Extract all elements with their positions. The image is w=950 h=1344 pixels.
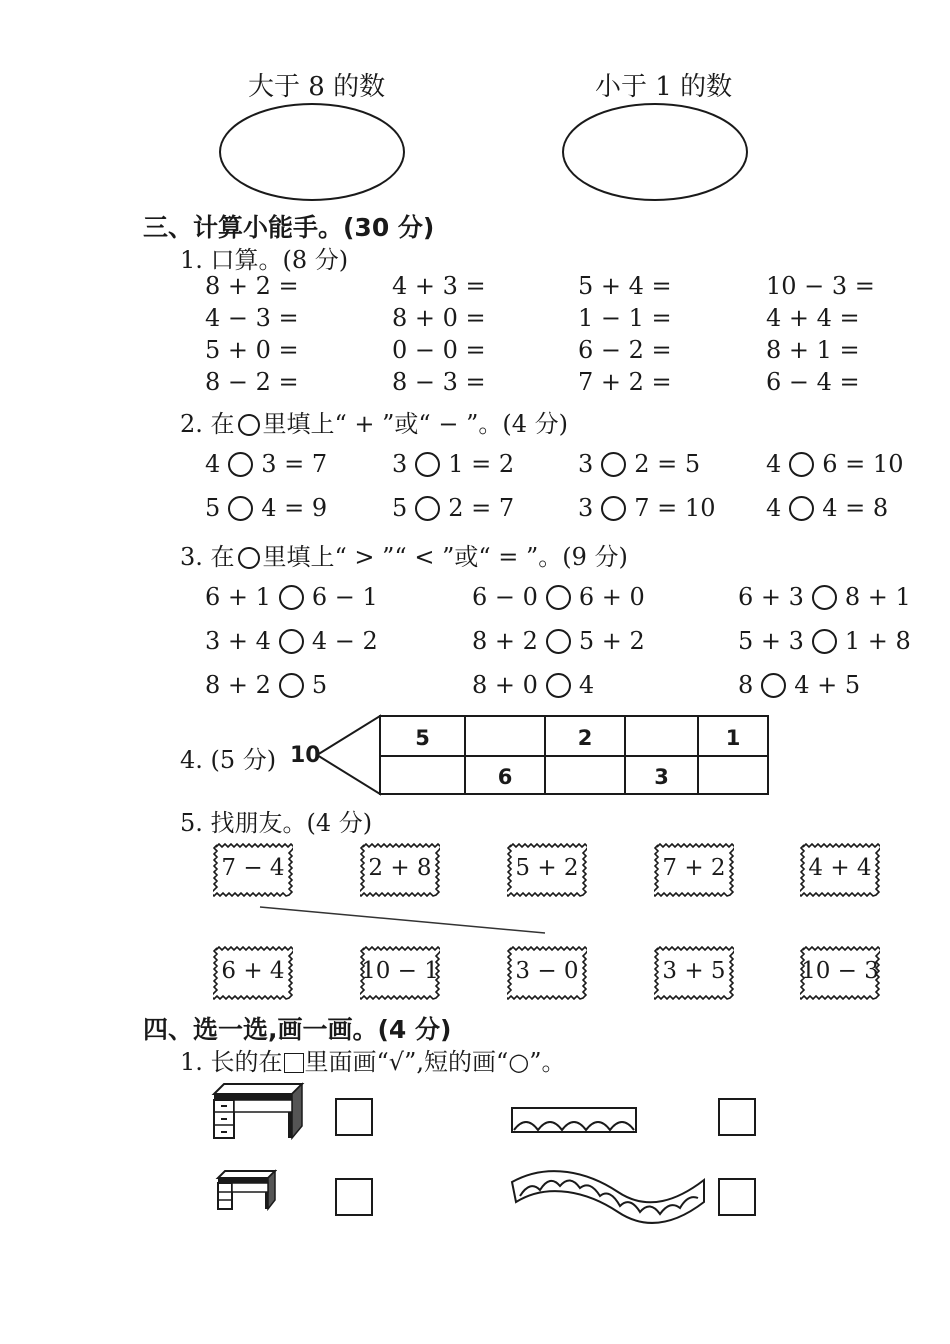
compare-item: 8 + 2 5 + 2 — [472, 627, 645, 655]
answer-circle[interactable] — [789, 452, 814, 477]
answer-circle[interactable] — [761, 673, 786, 698]
calc-item[interactable]: 8 + 1 = — [766, 336, 860, 364]
calc-item[interactable]: 5 + 4 = — [578, 272, 672, 300]
s4-q1-title: 1. 长的在 里面画“√”,短的画“○”。 — [180, 1048, 566, 1076]
operator-item: 3 7 = 10 — [578, 494, 716, 522]
set-label-less: 小于 1 的数 — [595, 72, 733, 102]
operator-item: 4 4 = 8 — [766, 494, 889, 522]
friend-card[interactable]: 3 + 5 — [654, 946, 734, 1000]
answer-box-strip-curved[interactable] — [718, 1178, 756, 1216]
operator-item: 5 2 = 7 — [392, 494, 515, 522]
answer-circle[interactable] — [546, 585, 571, 610]
calc-item[interactable]: 5 + 0 = — [205, 336, 299, 364]
calc-item[interactable]: 4 − 3 = — [205, 304, 299, 332]
q4-tip-number: 10 — [290, 743, 321, 768]
calc-item[interactable]: 8 + 2 = — [205, 272, 299, 300]
match-line — [255, 900, 555, 940]
q1-title: 1. 口算。(8 分) — [180, 246, 349, 274]
compare-item: 6 + 3 8 + 1 — [738, 583, 911, 611]
compare-item: 6 + 1 6 − 1 — [205, 583, 378, 611]
friend-card[interactable]: 5 + 2 — [507, 843, 587, 897]
calc-item[interactable]: 6 − 4 = — [766, 368, 860, 396]
strip-straight-icon — [510, 1106, 640, 1136]
answer-circle[interactable] — [279, 585, 304, 610]
answer-circle[interactable] — [415, 452, 440, 477]
set-label-greater: 大于 8 的数 — [248, 72, 386, 102]
calc-item[interactable]: 7 + 2 = — [578, 368, 672, 396]
calc-item[interactable]: 0 − 0 = — [392, 336, 486, 364]
section3-title: 三、计算小能手。(30 分) — [143, 213, 435, 242]
answer-circle[interactable] — [812, 585, 837, 610]
pencil-cell: 1 — [725, 726, 741, 750]
answer-circle[interactable] — [546, 629, 571, 654]
circle-icon — [238, 414, 260, 436]
pencil-cell: 3 — [654, 765, 669, 789]
calc-item[interactable]: 8 − 2 = — [205, 368, 299, 396]
friend-card[interactable]: 2 + 8 — [360, 843, 440, 897]
section4-title: 四、选一选,画一画。(4 分) — [143, 1015, 452, 1044]
desk-short-icon — [215, 1168, 277, 1212]
compare-item: 8 + 2 5 — [205, 671, 328, 699]
set-ellipse-less[interactable] — [558, 100, 753, 204]
calc-item[interactable]: 10 − 3 = — [766, 272, 875, 300]
desk-long-icon — [210, 1080, 305, 1142]
operator-item: 3 2 = 5 — [578, 450, 701, 478]
q2-title: 2. 在 里填上“ + ”或“ − ”。(4 分) — [180, 410, 568, 438]
answer-circle[interactable] — [601, 452, 626, 477]
pencil-cell: 6 — [497, 765, 513, 789]
friend-card[interactable]: 7 − 4 — [213, 843, 293, 897]
calc-item[interactable]: 8 − 3 = — [392, 368, 486, 396]
answer-circle[interactable] — [812, 629, 837, 654]
compare-item: 8 + 0 4 — [472, 671, 595, 699]
operator-item: 4 3 = 7 — [205, 450, 328, 478]
answer-circle[interactable] — [789, 496, 814, 521]
calc-item[interactable]: 4 + 3 = — [392, 272, 486, 300]
answer-circle[interactable] — [279, 629, 304, 654]
operator-item: 5 4 = 9 — [205, 494, 328, 522]
square-icon — [284, 1053, 304, 1073]
calc-item[interactable]: 1 − 1 = — [578, 304, 672, 332]
answer-circle[interactable] — [228, 452, 253, 477]
strip-curved-icon — [508, 1160, 708, 1224]
friend-card[interactable]: 10 − 3 — [800, 946, 880, 1000]
operator-item: 4 6 = 10 — [766, 450, 904, 478]
q5-title: 5. 找朋友。(4 分) — [180, 809, 373, 837]
pencil-cell: 2 — [577, 726, 593, 750]
calc-item[interactable]: 6 − 2 = — [578, 336, 672, 364]
compare-item: 5 + 3 1 + 8 — [738, 627, 911, 655]
compare-item: 6 − 0 6 + 0 — [472, 583, 645, 611]
pencil-cell: 5 — [415, 726, 430, 750]
calc-item[interactable]: 8 + 0 = — [392, 304, 486, 332]
friend-card[interactable]: 10 − 1 — [360, 946, 440, 1000]
answer-circle[interactable] — [546, 673, 571, 698]
friend-card[interactable]: 7 + 2 — [654, 843, 734, 897]
q4-label: 4. (5 分) — [180, 746, 277, 774]
set-ellipse-greater[interactable] — [215, 100, 410, 204]
q3-title: 3. 在 里填上“ > ”“ < ”或“ = ”。(9 分) — [180, 543, 628, 571]
friend-card[interactable]: 3 − 0 — [507, 946, 587, 1000]
answer-box-desk-long[interactable] — [335, 1098, 373, 1136]
answer-circle[interactable] — [415, 496, 440, 521]
answer-circle[interactable] — [279, 673, 304, 698]
circle-icon — [238, 547, 260, 569]
compare-item: 8 4 + 5 — [738, 671, 861, 699]
operator-item: 3 1 = 2 — [392, 450, 515, 478]
friend-card[interactable]: 4 + 4 — [800, 843, 880, 897]
answer-box-strip-straight[interactable] — [718, 1098, 756, 1136]
compare-item: 3 + 4 4 − 2 — [205, 627, 378, 655]
answer-circle[interactable] — [228, 496, 253, 521]
answer-box-desk-short[interactable] — [335, 1178, 373, 1216]
friend-card[interactable]: 6 + 4 — [213, 946, 293, 1000]
calc-item[interactable]: 4 + 4 = — [766, 304, 860, 332]
answer-circle[interactable] — [601, 496, 626, 521]
